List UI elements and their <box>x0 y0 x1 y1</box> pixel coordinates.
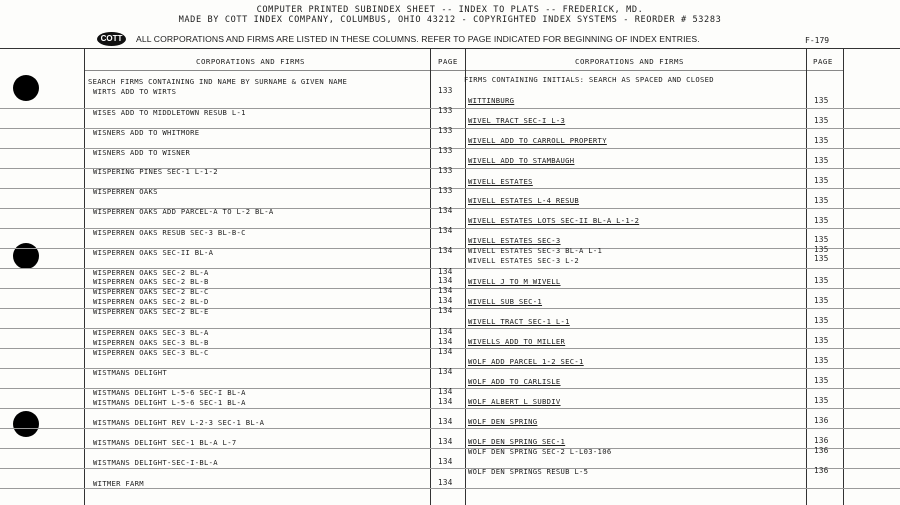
cott-logo: COTT <box>97 32 126 46</box>
left-page-heading: PAGE <box>438 57 458 66</box>
right-entry-page: 135 <box>814 336 829 345</box>
right-entry-page: 135 <box>814 254 829 263</box>
left-margin-line <box>84 48 85 505</box>
right-entry-page: 135 <box>814 316 829 325</box>
row-rule <box>0 408 900 409</box>
left-entry-name: WITMER FARM <box>93 479 144 488</box>
right-entry-name: WIVELL ESTATES <box>468 177 533 186</box>
left-entry-page: 133 <box>438 146 453 155</box>
right-entry-name: WOLF DEN SPRING <box>468 417 538 426</box>
left-entry-name: WISPERREN OAKS SEC-II BL-A <box>93 248 214 257</box>
left-entry-page: 134 <box>438 296 453 305</box>
left-entry-page: 134 <box>438 367 453 376</box>
left-entry-name: WIRTS ADD TO WIRTS <box>93 87 177 96</box>
notice-text: ALL CORPORATIONS AND FIRMS ARE LISTED IN THESE COLUMNS. REFER TO PAGE INDICATED FOR BEGINNING OF INDEX ENTRIES. <box>136 34 700 44</box>
left-entry-name: WISES ADD TO MIDDLETOWN RESUB L-1 <box>93 108 246 117</box>
right-entry-page: 135 <box>814 235 829 244</box>
left-entry-page: 134 <box>438 457 453 466</box>
header-title: COMPUTER PRINTED SUBINDEX SHEET -- INDEX TO PLATS -- FREDERICK, MD. <box>256 5 644 15</box>
right-column-heading: CORPORATIONS AND FIRMS <box>575 57 684 66</box>
left-column-heading: CORPORATIONS AND FIRMS <box>196 57 305 66</box>
right-entry-page: 135 <box>814 245 829 254</box>
left-page-col-line <box>430 48 431 505</box>
right-entry-page: 135 <box>814 176 829 185</box>
left-entry-page: 134 <box>438 276 453 285</box>
left-entry-page: 133 <box>438 106 453 115</box>
left-entry-name: WISNERS ADD TO WHITMORE <box>93 128 200 137</box>
left-entry-name: WISPERREN OAKS SEC-3 BL-B <box>93 338 209 347</box>
left-entry-page: 134 <box>438 437 453 446</box>
left-entry-name: WISPERREN OAKS ADD PARCEL-A TO L-2 BL-A <box>93 207 274 216</box>
left-entry-name: WISTMANS DELIGHT L-5-6 SEC-I BL-A <box>93 388 246 397</box>
right-entry-page: 135 <box>814 156 829 165</box>
right-entry-page: 135 <box>814 116 829 125</box>
sheet-number: F-179 <box>805 36 830 45</box>
right-entry-name: WIVELL ESTATES SEC-3 <box>468 236 561 245</box>
left-entry-page: 134 <box>438 306 453 315</box>
left-entry-name: WISNERS ADD TO WISNER <box>93 148 191 157</box>
right-entry-name: WIVELL J TO M WIVELL <box>468 277 561 286</box>
left-entry-page: 134 <box>438 397 453 406</box>
right-edge-line <box>843 48 844 505</box>
left-entry-name: WISTMANS DELIGHT L-5-6 SEC-1 BL-A <box>93 398 246 407</box>
right-entry-name: WOLF DEN SPRINGS RESUB L-5 <box>468 467 589 476</box>
left-entry-name: WISPERREN OAKS SEC-2 BL-A <box>93 268 209 277</box>
left-subheading: SEARCH FIRMS CONTAINING IND NAME BY SURNAME & GIVEN NAME <box>88 77 348 86</box>
left-entry-page: 133 <box>438 166 453 175</box>
right-entry-page: 135 <box>814 96 829 105</box>
binder-hole <box>13 75 39 101</box>
left-entry-name: WISPERREN OAKS SEC-2 BL-D <box>93 297 209 306</box>
left-entry-page: 134 <box>438 478 453 487</box>
left-entry-name: WISPERREN OAKS <box>93 187 158 196</box>
left-entry-page: 134 <box>438 246 453 255</box>
left-entry-page: 134 <box>438 267 453 276</box>
center-divider <box>465 48 466 505</box>
right-entry-name: WITTINBURG <box>468 96 515 105</box>
right-entry-page: 136 <box>814 436 829 445</box>
left-entry-name: WISPERREN OAKS RESUB SEC-3 BL-B-C <box>93 228 246 237</box>
left-entry-page: 134 <box>438 337 453 346</box>
right-entry-page: 135 <box>814 296 829 305</box>
right-entry-page: 135 <box>814 216 829 225</box>
right-entry-name: WIVELL ESTATES SEC-3 BL-A L-1 <box>468 246 603 255</box>
right-entry-name: WOLF DEN SPRING SEC-1 <box>468 437 566 446</box>
right-entry-name: WIVEL TRACT SEC-I L-3 <box>468 116 566 125</box>
right-entry-page: 135 <box>814 136 829 145</box>
left-entry-page: 134 <box>438 327 453 336</box>
left-entry-page: 133 <box>438 126 453 135</box>
left-entry-page: 134 <box>438 206 453 215</box>
right-entry-name: WIVELL ADD TO STAMBAUGH <box>468 156 575 165</box>
left-entry-name: WISPERREN OAKS SEC-3 BL-C <box>93 348 209 357</box>
right-entry-page: 135 <box>814 196 829 205</box>
left-entry-name: WISPERING PINES SEC-1 L-1-2 <box>93 167 218 176</box>
left-entry-name: WISPERREN OAKS SEC-2 BL-E <box>93 307 209 316</box>
right-page-heading: PAGE <box>813 57 833 66</box>
left-entry-name: WISPERREN OAKS SEC-3 BL-A <box>93 328 209 337</box>
right-entry-name: WOLF ALBERT L SUBDIV <box>468 397 561 406</box>
heading-divider <box>84 70 844 71</box>
right-page-col-line <box>806 48 807 505</box>
right-subheading: FIRMS CONTAINING INITIALS: SEARCH AS SPACED AND CLOSED <box>464 75 714 84</box>
right-entry-page: 136 <box>814 446 829 455</box>
left-entry-name: WISPERREN OAKS SEC-2 BL-C <box>93 287 209 296</box>
binder-hole <box>13 243 39 269</box>
right-entry-name: WIVELLS ADD TO MILLER <box>468 337 566 346</box>
right-entry-name: WIVELL ESTATES LOTS SEC-II BL-A L-1-2 <box>468 216 640 225</box>
row-rule <box>0 448 900 449</box>
right-entry-page: 135 <box>814 276 829 285</box>
left-entry-page: 134 <box>438 226 453 235</box>
left-entry-name: WISTMANS DELIGHT-SEC-I-BL-A <box>93 458 218 467</box>
right-entry-page: 135 <box>814 396 829 405</box>
header-publisher: MADE BY COTT INDEX COMPANY, COLUMBUS, OHIO 43212 - COPYRIGHTED INDEX SYSTEMS - REORDER # 53283 <box>178 15 722 25</box>
left-entry-page: 134 <box>438 347 453 356</box>
left-entry-name: WISTMANS DELIGHT <box>93 368 168 377</box>
left-entry-page: 133 <box>438 186 453 195</box>
left-entry-page: 134 <box>438 417 453 426</box>
table-top-border <box>0 48 900 49</box>
right-entry-page: 135 <box>814 356 829 365</box>
left-entry-name: WISTMANS DELIGHT SEC-1 BL-A L-7 <box>93 438 237 447</box>
right-entry-page: 135 <box>814 376 829 385</box>
right-entry-name: WIVELL SUB SEC-1 <box>468 297 543 306</box>
row-rule <box>0 468 900 469</box>
left-entry-name: WISPERREN OAKS SEC-2 BL-B <box>93 277 209 286</box>
row-rule <box>0 428 900 429</box>
binder-hole <box>13 411 39 437</box>
right-entry-name: WIVELL ESTATES SEC-3 L-2 <box>468 256 580 265</box>
left-entry-page: 134 <box>438 286 453 295</box>
right-entry-name: WIVELL TRACT SEC-1 L-1 <box>468 317 570 326</box>
left-entry-page: 133 <box>438 86 453 95</box>
right-entry-name: WIVELL ESTATES L-4 RESUB <box>468 196 580 205</box>
left-entry-name: WISTMANS DELIGHT REV L-2-3 SEC-1 BL-A <box>93 418 265 427</box>
right-entry-page: 136 <box>814 416 829 425</box>
right-entry-page: 136 <box>814 466 829 475</box>
right-entry-name: WOLF ADD TO CARLISLE <box>468 377 561 386</box>
right-entry-name: WOLF ADD PARCEL 1-2 SEC-1 <box>468 357 584 366</box>
right-entry-name: WOLF DEN SPRING SEC-2 L-L03-106 <box>468 447 612 456</box>
right-entry-name: WIVELL ADD TO CARROLL PROPERTY <box>468 136 607 145</box>
left-entry-page: 134 <box>438 387 453 396</box>
